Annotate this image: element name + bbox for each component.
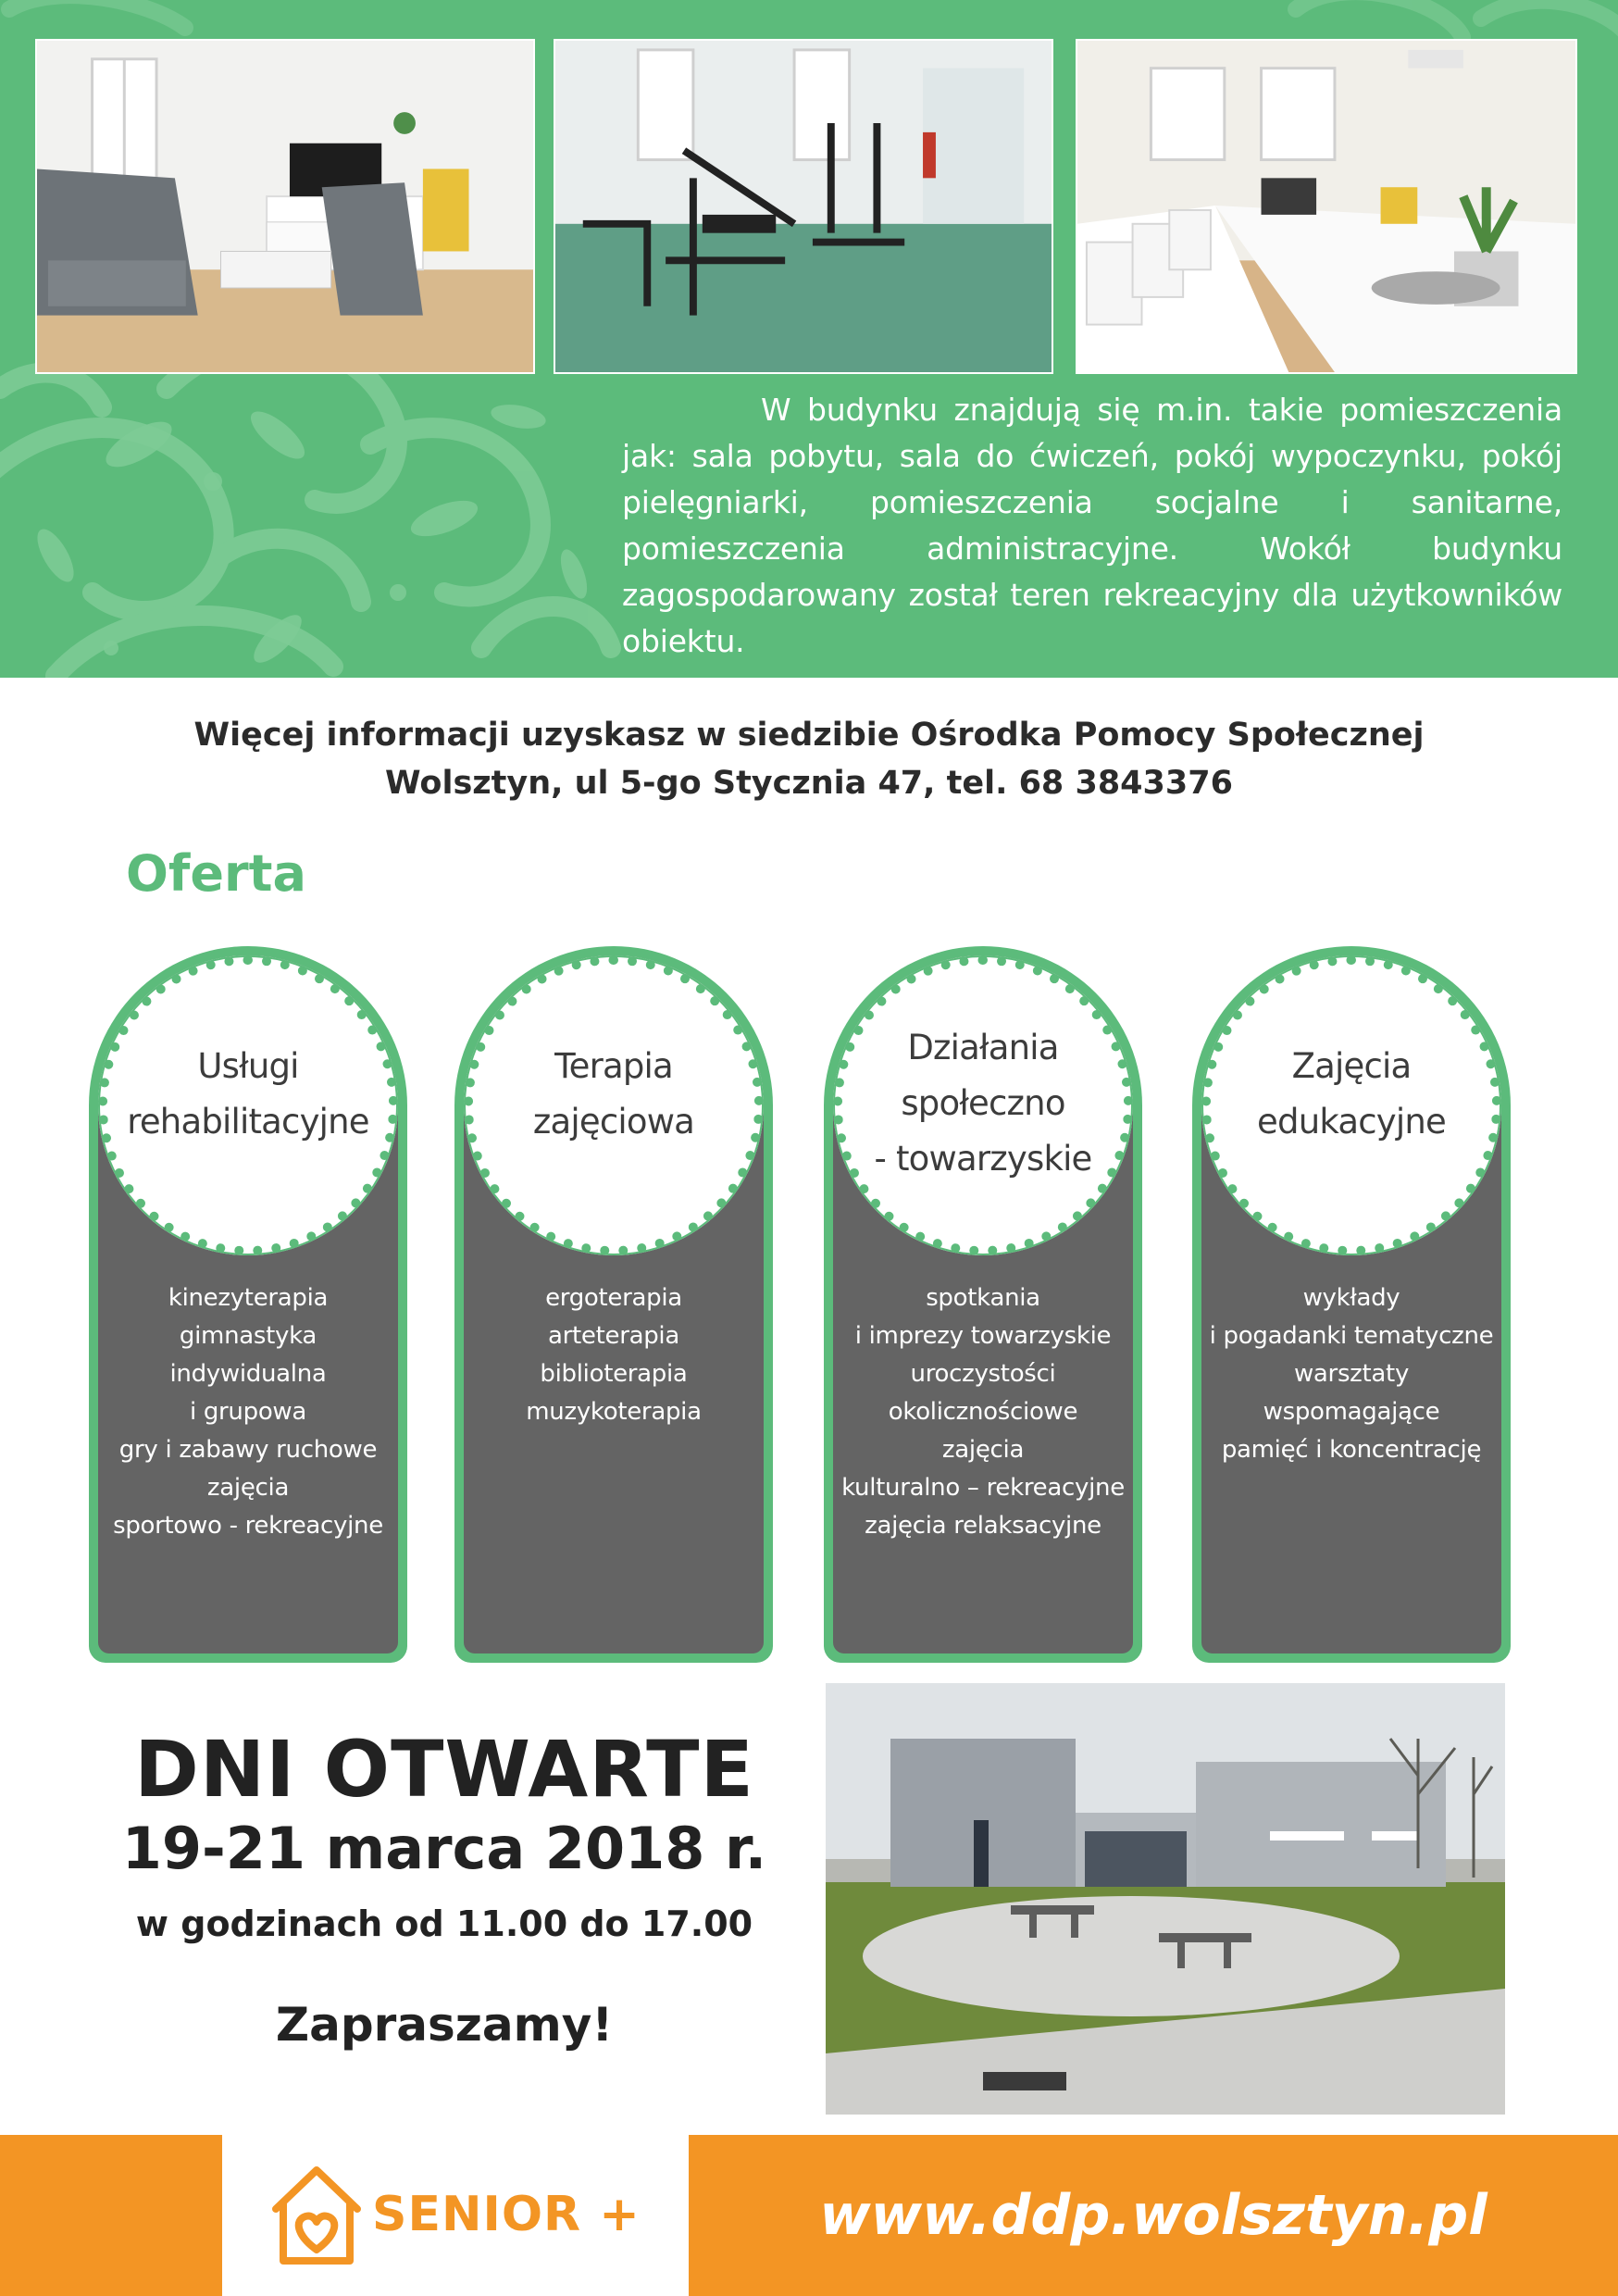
list-item: biblioterapia (540, 1360, 688, 1388)
list-item: zajęcia (941, 1436, 1025, 1464)
list-item: gry i zabawy ruchowe (118, 1436, 378, 1464)
card-title-line: edukacyjne (1257, 1102, 1446, 1142)
card-title-line: Usługi (197, 1046, 299, 1086)
list-item: kinezyterapia (168, 1284, 329, 1312)
card-title (480, 1039, 747, 1150)
living-room-photo (35, 39, 535, 374)
list-item: indywidualna (169, 1360, 327, 1388)
card-item-list (835, 1279, 1131, 1545)
contact-line-2: Wolsztyn, ul 5-go Stycznia 47, tel. 68 3843376 (385, 765, 1233, 802)
list-item: kulturalno – rekreacyjne (841, 1474, 1125, 1502)
list-item: sportowo - rekreacyjne (113, 1512, 383, 1540)
invitation-text: Zapraszamy! (275, 1998, 614, 2052)
list-item: wykłady (1302, 1284, 1400, 1312)
list-item: zajęcia relaksacyjne (865, 1512, 1101, 1540)
list-item: uroczystości (910, 1360, 1056, 1388)
offer-heading: Oferta (126, 844, 306, 903)
intro-paragraph: W budynku znajdują się m.in. takie pomieszczenia jak: sala pobytu, sala do ćwiczeń, pokój wypoczynku, pokój pielęgniarki, pomieszczenia socjalne i sanitarne, pomieszczenia administracyjne. Wokół budynku zagospodarowany został teren rekreacyjny dla użytkowników obiektu. (622, 392, 1562, 659)
list-item: i imprezy towarzyskie (854, 1322, 1112, 1350)
list-item: ergoterapia (545, 1284, 682, 1312)
logo-text: SENIOR + (372, 2187, 641, 2242)
list-item: muzykoterapia (526, 1398, 702, 1426)
card-title-line: Zajęcia (1291, 1046, 1412, 1086)
list-item: okolicznościowe (888, 1398, 1078, 1426)
offer-card-education (1192, 946, 1511, 1663)
open-days-dates: 19-21 marca 2018 r. (121, 1815, 767, 1882)
house-heart-icon (268, 2161, 365, 2270)
list-item: i grupowa (189, 1398, 307, 1426)
gym-photo (554, 39, 1053, 374)
card-item-list (466, 1279, 762, 1431)
card-item-list (1203, 1279, 1500, 1469)
list-item: zajęcia (206, 1474, 290, 1502)
offer-card-rehabilitation (89, 946, 407, 1663)
card-title-line: rehabilitacyjne (127, 1102, 369, 1142)
open-days-heading: DNI OTWARTE (134, 1724, 754, 1815)
offer-card-occupational-therapy (454, 946, 773, 1663)
list-item: arteterapia (548, 1322, 679, 1350)
top-band (0, 0, 1618, 678)
contact-info (0, 711, 1618, 807)
offer-card-social-activities (824, 946, 1142, 1663)
open-days-hours: w godzinach od 11.00 do 17.00 (135, 1903, 753, 1944)
list-item: warsztaty (1293, 1360, 1410, 1388)
card-title (115, 1039, 381, 1150)
list-item: i pogadanki tematyczne (1209, 1322, 1494, 1350)
senior-plus-logo (222, 2135, 689, 2296)
list-item: gimnastyka (179, 1322, 317, 1350)
building-photo (826, 1683, 1505, 2115)
card-title (1218, 1039, 1485, 1150)
website-link[interactable]: www.ddp.wolsztyn.pl (819, 2183, 1487, 2248)
list-item: spotkania (926, 1284, 1040, 1312)
list-item: wspomagające (1263, 1398, 1440, 1426)
list-item: pamięć i koncentrację (1221, 1436, 1482, 1464)
card-item-list (100, 1279, 396, 1545)
contact-line-1: Więcej informacji uzyskasz w siedzibie Ośrodka Pomocy Społecznej (193, 717, 1425, 754)
card-title-line: społeczno (901, 1083, 1065, 1123)
card-title-line: zajęciowa (532, 1102, 695, 1142)
card-title (850, 1020, 1116, 1187)
card-title-line: Terapia (554, 1046, 673, 1086)
dining-room-photo (1076, 39, 1577, 374)
card-title-line: - towarzyskie (874, 1139, 1092, 1179)
card-title-line: Działania (907, 1028, 1059, 1067)
